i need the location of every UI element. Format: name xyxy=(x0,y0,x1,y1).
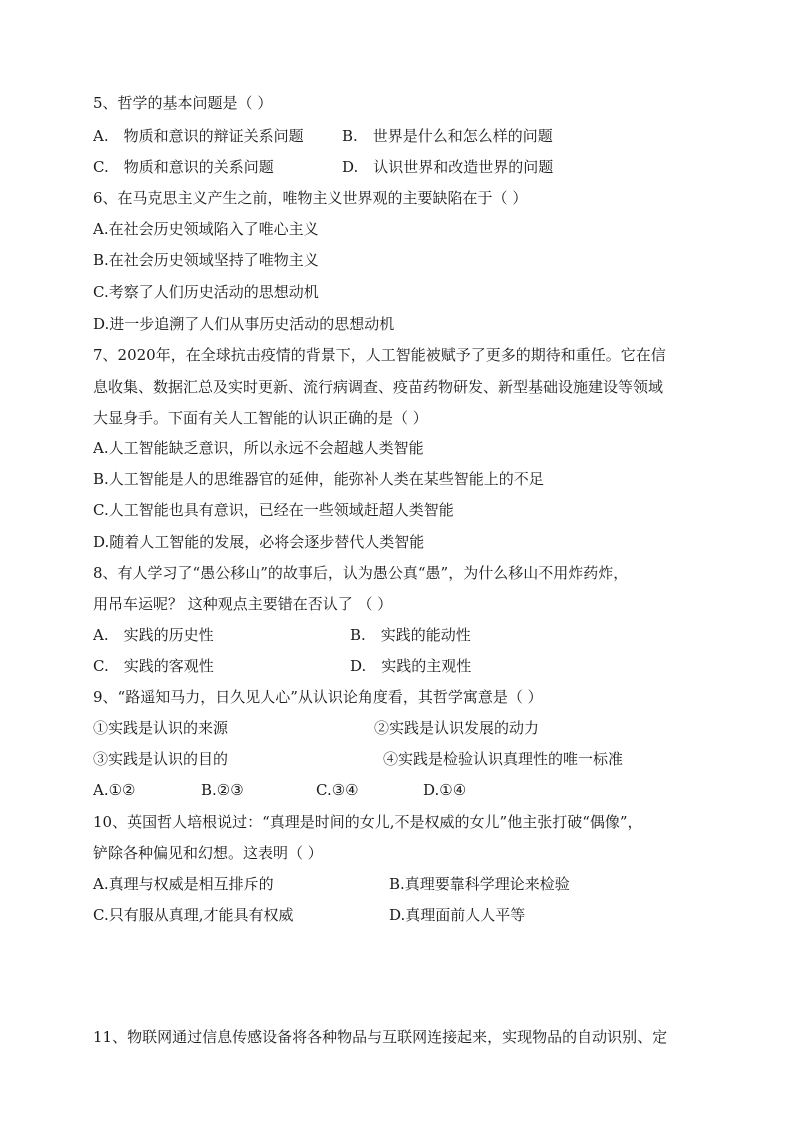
question-9-statements-row-1 xyxy=(93,718,713,738)
q5-option-a: A. 物质和意识的辩证关系问题 xyxy=(93,127,304,145)
q8-option-a: A. 实践的历史性 xyxy=(93,626,214,644)
q9-option-d: D.①④ xyxy=(423,781,467,799)
question-5-options-row-1 xyxy=(93,126,713,146)
q5-option-b: B. 世界是什么和怎么样的问题 xyxy=(342,127,553,145)
q6-option-a: A.在社会历史领域陷入了唯心主义 xyxy=(93,220,319,238)
q7-option-d: D.随着人工智能的发展，必将会逐步替代人类智能 xyxy=(93,533,425,551)
question-5-options-row-2 xyxy=(93,157,713,177)
question-7-stem-line-1: 7、2020年，在全球抗击疫情的背景下，人工智能被赋予了更多的期待和重任。它在信 xyxy=(93,346,666,364)
question-9-stem: 9、“路遥知马力，日久见人心”从认识论角度看，其哲学寓意是（ ） xyxy=(93,688,543,706)
question-10-options-row-2 xyxy=(93,905,713,925)
q10-option-c: C.只有服从真理,才能具有权威 xyxy=(93,906,294,924)
q7-option-b: B.人工智能是人的思维器官的延伸，能弥补人类在某些智能上的不足 xyxy=(93,470,544,488)
question-9-statements-row-2 xyxy=(93,749,713,769)
question-10-options-row-1 xyxy=(93,874,713,894)
q9-option-c: C.③④ xyxy=(316,781,359,799)
q8-option-d: D. 实践的主观性 xyxy=(350,657,472,675)
q8-option-b: B. 实践的能动性 xyxy=(350,626,471,644)
q5-option-d: D. 认识世界和改造世界的问题 xyxy=(342,158,554,176)
q10-option-b: B.真理要靠科学理论来检验 xyxy=(389,875,570,893)
q5-option-c: C. 物质和意识的关系问题 xyxy=(93,158,274,176)
q9-statement-3: ③实践是认识的目的 xyxy=(93,750,229,768)
q6-option-d: D.进一步追溯了人们从事历史活动的思想动机 xyxy=(93,315,395,333)
question-11-stem-line-1: 11、物联网通过信息传感设备将各种物品与互联网连接起来，实现物品的自动识别、定 xyxy=(93,1028,668,1046)
question-5-stem: 5、哲学的基本问题是（ ） xyxy=(93,94,273,112)
question-9-answers-row xyxy=(93,780,713,800)
question-10-stem-line-2: 铲除各种偏见和幻想。这表明（ ） xyxy=(93,844,323,862)
question-8-stem-line-1: 8、有人学习了“愚公移山”的故事后，认为愚公真“愚”，为什么移山不用炸药炸， xyxy=(93,564,629,582)
q9-statement-4: ④实践是检验认识真理性的唯一标准 xyxy=(383,750,624,768)
q7-option-c: C.人工智能也具有意识，已经在一些领域赶超人类智能 xyxy=(93,501,454,519)
q8-option-c: C. 实践的客观性 xyxy=(93,657,214,675)
question-7-stem-line-2: 息收集、数据汇总及实时更新、流行病调查、疫苗药物研发、新型基础设施建设等领域 xyxy=(93,378,664,396)
question-8-stem-line-2: 用吊车运呢？ 这种观点主要错在否认了 （ ） xyxy=(93,595,393,613)
question-10-stem-line-1: 10、英国哲人培根说过：“真理是时间的女儿,不是权威的女儿”他主张打破“偶像”， xyxy=(93,813,643,831)
q6-option-c: C.考察了人们历史活动的思想动机 xyxy=(93,283,319,301)
q7-option-a: A.人工智能缺乏意识，所以永远不会超越人类智能 xyxy=(93,439,424,457)
q9-statement-1: ①实践是认识的来源 xyxy=(93,719,229,737)
question-7-stem-line-3: 大显身手。下面有关人工智能的认识正确的是（ ） xyxy=(93,409,428,427)
q6-option-b: B.在社会历史领域坚持了唯物主义 xyxy=(93,251,319,269)
q9-option-b: B.②③ xyxy=(201,781,244,799)
q9-statement-2: ②实践是认识发展的动力 xyxy=(374,719,540,737)
question-6-stem: 6、在马克思主义产生之前，唯物主义世界观的主要缺陷在于（ ） xyxy=(93,189,528,207)
question-8-options-row-1 xyxy=(93,625,713,645)
q9-option-a: A.①② xyxy=(93,781,136,799)
question-8-options-row-2 xyxy=(93,656,713,676)
q10-option-a: A.真理与权威是相互排斥的 xyxy=(93,875,274,893)
q10-option-d: D.真理面前人人平等 xyxy=(389,906,526,924)
